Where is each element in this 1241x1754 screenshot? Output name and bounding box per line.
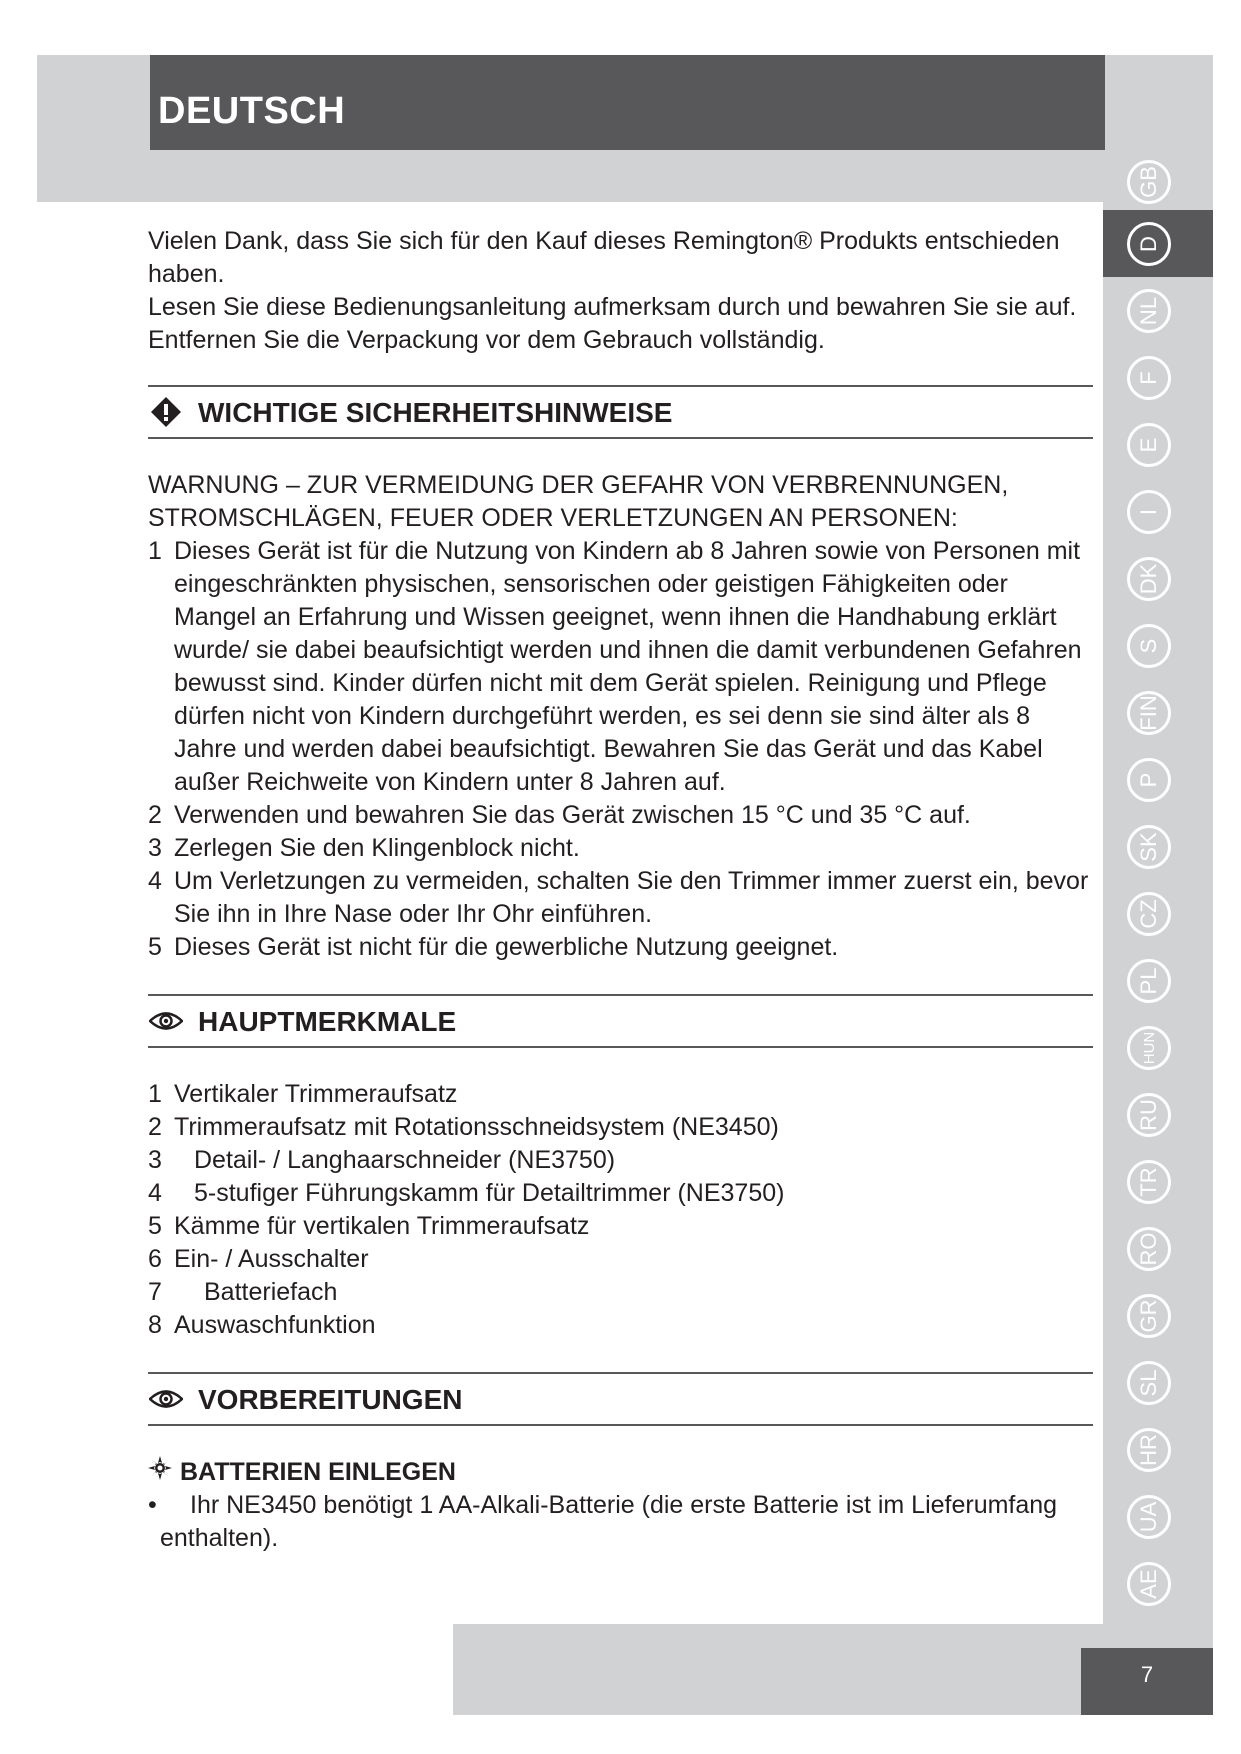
list-item-number: 1	[148, 537, 162, 565]
lang-tab-fin[interactable]	[1103, 679, 1213, 746]
intro-instructions: Lesen Sie diese Bedienungsanleitung aufmerksam durch und bewahren Sie sie auf. Entfernen Sie die Verpackung vor dem Gebrauch vollständig.	[148, 293, 1077, 354]
lang-tab-s[interactable]	[1103, 612, 1213, 679]
lang-tab-sk[interactable]	[1103, 813, 1213, 880]
list-item-number: 6	[148, 1245, 162, 1273]
features-list	[148, 1078, 1093, 1342]
list-item-number: 8	[148, 1311, 162, 1339]
list-item-text: Ihr NE3450 benötigt 1 AA-Alkali-Batterie (die erste Batterie ist im Lieferumfang enthalten).	[160, 1491, 1058, 1552]
list-item	[148, 832, 1093, 865]
lang-tab-i[interactable]	[1103, 478, 1213, 545]
lang-tab-gr[interactable]	[1103, 1282, 1213, 1349]
lang-tab-label: RU	[1136, 1098, 1161, 1131]
list-item	[148, 1276, 1093, 1309]
list-item-text: Zerlegen Sie den Klingenblock nicht.	[174, 834, 580, 862]
lang-tab-label: FIN	[1136, 694, 1161, 731]
lang-tab-gb[interactable]	[1103, 148, 1213, 215]
list-item-number: 7	[148, 1278, 162, 1306]
intro-thanks: Vielen Dank, dass Sie sich für den Kauf dieses Remington® Produkts entschieden haben.	[148, 227, 1060, 288]
list-item	[148, 1078, 1093, 1111]
battery-list	[148, 1489, 1093, 1555]
main-content	[148, 225, 1093, 1555]
warning-icon	[148, 394, 184, 430]
gear-star-icon	[148, 1456, 172, 1489]
warning-text: WARNUNG – ZUR VERMEIDUNG DER GEFAHR VON VERBRENNUNGEN, STROMSCHLÄGEN, FEUER ODER VERLETZUNGEN AN PERSONEN:	[148, 471, 1009, 532]
list-item	[148, 1111, 1093, 1144]
lang-tab-label: HR	[1136, 1433, 1161, 1466]
lang-tab-nl[interactable]	[1103, 277, 1213, 344]
list-item	[148, 1309, 1093, 1342]
list-item-text: Um Verletzungen zu vermeiden, schalten Sie den Trimmer immer zuerst ein, bevor Sie ihn in Ihre Nase oder Ihr Ohr einführen.	[174, 867, 1089, 928]
list-item	[148, 1489, 1093, 1555]
list-item	[148, 865, 1093, 931]
list-item	[148, 1177, 1093, 1210]
lang-tab-f[interactable]	[1103, 344, 1213, 411]
page-title: DEUTSCH	[158, 90, 346, 132]
list-item-text: Ein- / Ausschalter	[174, 1245, 369, 1273]
page-number: 7	[1140, 1662, 1154, 1687]
lang-tab-label: GR	[1136, 1299, 1161, 1332]
list-item-number: 5	[148, 1212, 162, 1240]
list-item	[148, 799, 1093, 832]
list-item-text: Dieses Gerät ist für die Nutzung von Kindern ab 8 Jahren sowie von Personen mit eingeschränkten physischen, sensorischen oder geistigen Fähigkeiten oder Mangel an Erfahrung und Wissen geeignet, wenn ihnen die Handhabung erklärt wurde/ sie dabei beaufsichtigt werden und ihnen die damit verbundenen Gefahren bewusst sind. Kinder dürfen nicht mit dem Gerät spielen. Reinigung und Pflege dürfen nicht von Kindern durchgeführt werden, es sei denn sie sind älter als 8 Jahre und werden dabei beaufsichtigt. Bewahren Sie das Gerät und das Kabel außer Reichweite von Kindern unter 8 Jahren auf.	[174, 537, 1082, 796]
list-item-text: Dieses Gerät ist nicht für die gewerbliche Nutzung geeignet.	[174, 933, 839, 961]
lang-tab-ro[interactable]	[1103, 1215, 1213, 1282]
lang-tab-label: F	[1136, 370, 1161, 385]
lang-tab-label: E	[1136, 437, 1161, 452]
battery-subheading	[148, 1456, 1093, 1489]
list-item-number: 2	[148, 801, 162, 829]
lang-tab-label: D	[1136, 235, 1161, 252]
list-item-text: Kämme für vertikalen Trimmeraufsatz	[174, 1212, 590, 1240]
lang-tab-d[interactable]	[1103, 210, 1213, 277]
list-item-number: 1	[148, 1080, 162, 1108]
preparation-heading-text: VORBEREITUNGEN	[198, 1383, 463, 1415]
list-item-text: Vertikaler Trimmeraufsatz	[174, 1080, 458, 1108]
lang-tab-label: GB	[1136, 165, 1161, 198]
features-heading-text: HAUPTMERKMALE	[198, 1005, 457, 1037]
bullet-dot: •	[148, 1491, 157, 1519]
lang-tab-tr[interactable]	[1103, 1148, 1213, 1215]
list-item-number: 5	[148, 933, 162, 961]
lang-tab-cz[interactable]	[1103, 880, 1213, 947]
safety-heading-text: WICHTIGE SICHERHEITSHINWEISE	[198, 396, 673, 428]
lang-tab-label: HUN	[1140, 1031, 1158, 1064]
lang-tab-label: P	[1136, 772, 1161, 787]
list-item	[148, 1144, 1093, 1177]
lang-tab-dk[interactable]	[1103, 545, 1213, 612]
lang-tab-label: S	[1136, 638, 1161, 653]
lang-tab-ae[interactable]	[1103, 1550, 1213, 1617]
lang-tab-e[interactable]	[1103, 411, 1213, 478]
intro	[148, 225, 1093, 357]
list-item-number: 2	[148, 1113, 162, 1141]
lang-tab-label: TR	[1136, 1166, 1161, 1197]
list-item-number: 4	[148, 1179, 162, 1207]
eye-icon	[148, 1003, 184, 1039]
safety-heading	[148, 385, 1093, 439]
lang-tab-label: SL	[1136, 1369, 1161, 1396]
lang-tab-p[interactable]	[1103, 746, 1213, 813]
list-item	[148, 535, 1093, 799]
lang-tab-ru[interactable]	[1103, 1081, 1213, 1148]
lang-tab-sl[interactable]	[1103, 1349, 1213, 1416]
lang-tab-label: SK	[1136, 831, 1161, 862]
list-item	[148, 1243, 1093, 1276]
page-number-box	[1081, 1648, 1213, 1715]
list-item-number: 3	[148, 1146, 162, 1174]
lang-tab-label: DK	[1136, 563, 1161, 594]
lang-tab-label: RO	[1136, 1232, 1161, 1265]
language-tab-list	[1103, 148, 1213, 1618]
list-item	[148, 931, 1093, 964]
list-item-text: Auswaschfunktion	[174, 1311, 376, 1339]
features-heading	[148, 994, 1093, 1048]
list-item-text: Batteriefach	[204, 1278, 338, 1306]
list-item-text: 5-stufiger Führungskamm für Detailtrimmer (NE3750)	[194, 1179, 785, 1207]
lang-tab-label: CZ	[1136, 898, 1161, 929]
lang-tab-label: UA	[1136, 1501, 1161, 1532]
lang-tab-label: AE	[1136, 1568, 1161, 1599]
language-header	[150, 55, 1105, 150]
list-item-number: 4	[148, 867, 162, 895]
list-item-text: Trimmeraufsatz mit Rotationsschneidsystem (NE3450)	[174, 1113, 779, 1141]
lang-tab-ua[interactable]	[1103, 1483, 1213, 1550]
list-item-text: Detail- / Langhaarschneider (NE3750)	[194, 1146, 616, 1174]
lang-tab-hun[interactable]	[1103, 1014, 1213, 1081]
battery-subheading-text: BATTERIEN EINLEGEN	[180, 1458, 456, 1486]
lang-tab-label: I	[1136, 508, 1161, 515]
lang-tab-label: NL	[1136, 296, 1161, 325]
list-item	[148, 1210, 1093, 1243]
preparation-heading	[148, 1372, 1093, 1426]
list-item-text: Verwenden und bewahren Sie das Gerät zwischen 15 °C und 35 °C auf.	[174, 801, 971, 829]
eye-icon	[148, 1381, 184, 1417]
lang-tab-label: PL	[1136, 967, 1161, 994]
lang-tab-hr[interactable]	[1103, 1416, 1213, 1483]
list-item-number: 3	[148, 834, 162, 862]
safety-list	[148, 535, 1093, 964]
lang-tab-pl[interactable]	[1103, 947, 1213, 1014]
